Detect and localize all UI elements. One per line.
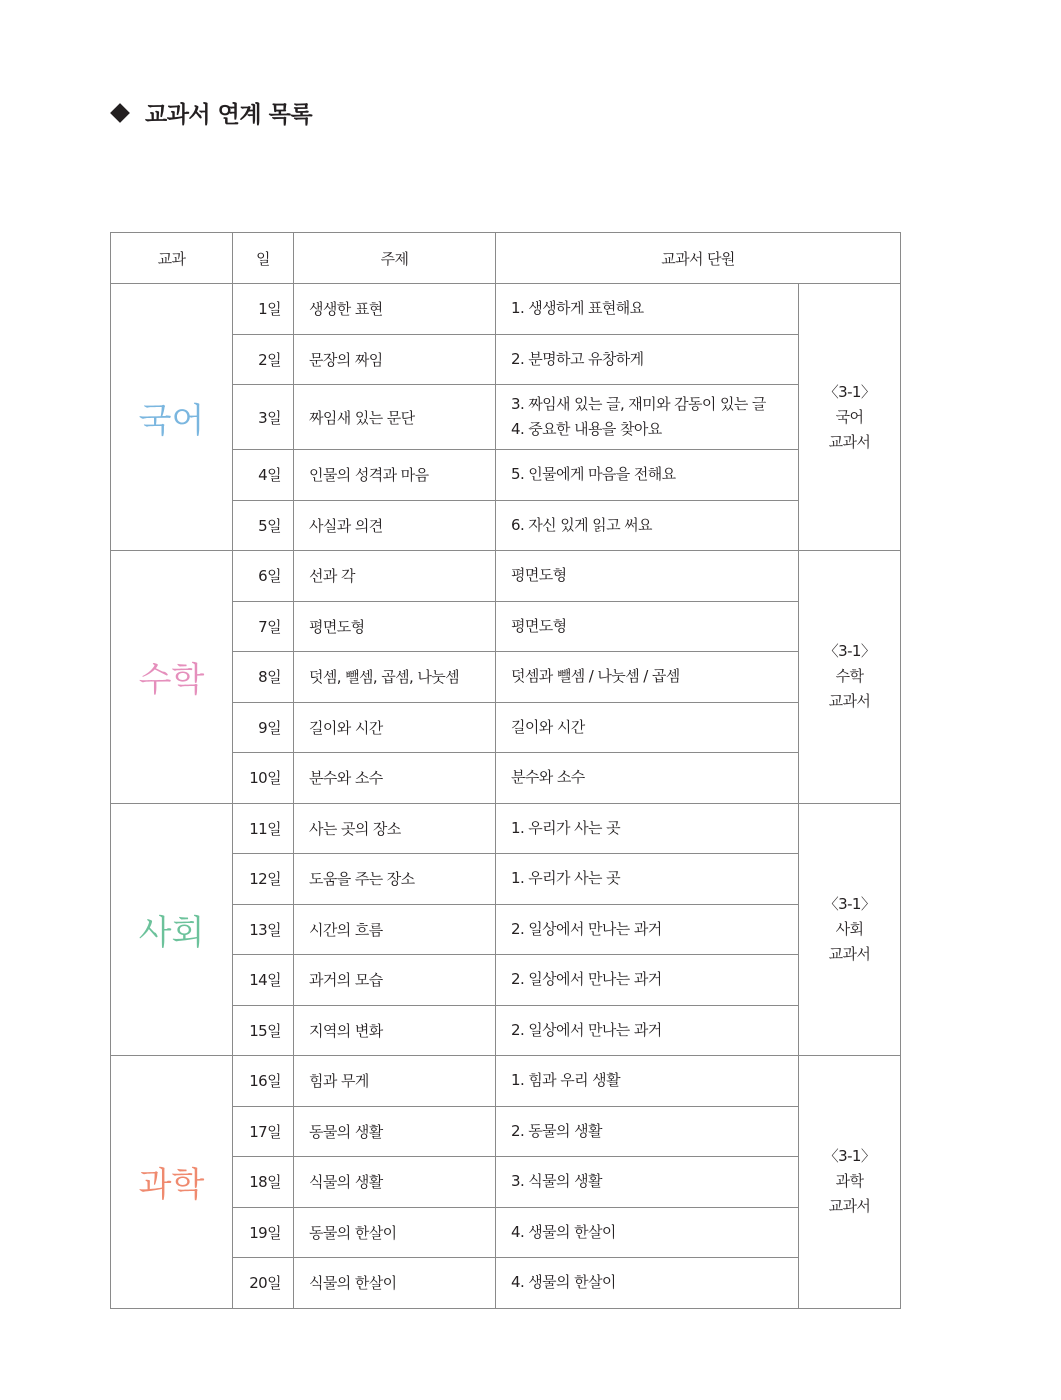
day-cell: 2일 — [233, 334, 294, 385]
unit-cell — [496, 1258, 799, 1309]
textbook-cell — [799, 1056, 901, 1309]
day-cell: 8일 — [233, 652, 294, 703]
unit-line: 4. 중요한 내용을 찾아요 — [511, 420, 662, 438]
textbook-label-line: 사회 — [835, 919, 864, 938]
topic-cell: 덧셈, 뺄셈, 곱셈, 나눗셈 — [294, 652, 496, 703]
day-cell: 19일 — [233, 1207, 294, 1258]
unit-line: 평면도형 — [511, 566, 567, 585]
subject-label: 사회 — [111, 803, 233, 1056]
topic-cell: 선과 각 — [294, 551, 496, 602]
unit-line: 2. 동물의 생활 — [511, 1121, 602, 1140]
unit-cell — [496, 753, 799, 804]
unit-line: 2. 분명하고 유창하게 — [511, 349, 644, 368]
textbook-label-line: 〈3-1〉 — [823, 642, 876, 661]
diamond-icon — [110, 103, 130, 123]
topic-cell: 동물의 한살이 — [294, 1207, 496, 1258]
day-cell: 20일 — [233, 1258, 294, 1309]
unit-line: 5. 인물에게 마음을 전해요 — [511, 465, 676, 484]
page-title: 교과서 연계 목록 — [145, 102, 313, 128]
topic-cell: 지역의 변화 — [294, 1005, 496, 1056]
header-topic: 주제 — [294, 233, 496, 284]
table-row — [111, 803, 901, 854]
day-cell: 9일 — [233, 702, 294, 753]
header-day: 일 — [233, 233, 294, 284]
unit-cell — [496, 284, 799, 335]
header-unit: 교과서 단원 — [496, 233, 901, 284]
textbook-label-line: 과학 — [835, 1172, 864, 1191]
textbook-label-line: 수학 — [835, 667, 864, 686]
unit-cell — [496, 652, 799, 703]
day-cell: 16일 — [233, 1056, 294, 1107]
unit-cell — [496, 500, 799, 551]
unit-line: 평면도형 — [511, 616, 567, 635]
day-cell: 4일 — [233, 450, 294, 501]
subject-label: 수학 — [111, 551, 233, 804]
textbook-label-line: 교과서 — [828, 944, 871, 963]
unit-line: 1. 우리가 사는 곳 — [511, 869, 620, 888]
unit-line: 1. 생생하게 표현해요 — [511, 299, 644, 318]
unit-cell — [496, 334, 799, 385]
textbook-link-table — [110, 232, 901, 1309]
day-cell: 12일 — [233, 854, 294, 905]
unit-line: 6. 자신 있게 읽고 써요 — [511, 515, 652, 534]
day-cell: 15일 — [233, 1005, 294, 1056]
unit-cell — [496, 1207, 799, 1258]
day-cell: 13일 — [233, 904, 294, 955]
textbook-label-line: 국어 — [835, 407, 864, 426]
day-cell: 11일 — [233, 803, 294, 854]
unit-cell — [496, 1056, 799, 1107]
unit-line: 4. 생물의 한살이 — [511, 1273, 616, 1292]
unit-line: 1. 힘과 우리 생활 — [511, 1071, 620, 1090]
day-cell: 6일 — [233, 551, 294, 602]
topic-cell: 길이와 시간 — [294, 702, 496, 753]
unit-line: 3. 식물의 생활 — [511, 1172, 602, 1191]
unit-line: 2. 일상에서 만나는 과거 — [511, 919, 662, 938]
unit-line: 덧셈과 뺄셈 / 나눗셈 / 곱셈 — [511, 667, 680, 686]
unit-cell — [496, 1005, 799, 1056]
subject-label: 과학 — [111, 1056, 233, 1309]
unit-cell — [496, 702, 799, 753]
topic-cell: 힘과 무게 — [294, 1056, 496, 1107]
textbook-label-line: 교과서 — [828, 432, 871, 451]
textbook-cell — [799, 551, 901, 804]
day-cell: 14일 — [233, 955, 294, 1006]
topic-cell: 짜임새 있는 문단 — [294, 385, 496, 450]
table-body — [111, 284, 901, 1309]
topic-cell: 사실과 의견 — [294, 500, 496, 551]
day-cell: 1일 — [233, 284, 294, 335]
day-cell: 5일 — [233, 500, 294, 551]
unit-line: 4. 생물의 한살이 — [511, 1222, 616, 1241]
table-row — [111, 1056, 901, 1107]
day-cell: 17일 — [233, 1106, 294, 1157]
textbook-label-line: 〈3-1〉 — [823, 1147, 876, 1166]
topic-cell: 도움을 주는 장소 — [294, 854, 496, 905]
table-header-row — [111, 233, 901, 284]
day-cell: 3일 — [233, 385, 294, 450]
header-subject: 교과 — [111, 233, 233, 284]
unit-line: 분수와 소수 — [511, 768, 585, 787]
topic-cell: 문장의 짜임 — [294, 334, 496, 385]
subject-label: 국어 — [111, 284, 233, 551]
textbook-label-line: 〈3-1〉 — [823, 382, 876, 401]
unit-line: 길이와 시간 — [511, 717, 585, 736]
unit-line: 3. 짜임새 있는 글, 재미와 감동이 있는 글 — [511, 395, 766, 413]
table-row — [111, 551, 901, 602]
topic-cell: 과거의 모습 — [294, 955, 496, 1006]
unit-cell — [496, 450, 799, 501]
textbook-label-line: 〈3-1〉 — [823, 894, 876, 913]
unit-cell — [496, 1157, 799, 1208]
unit-line: 1. 우리가 사는 곳 — [511, 818, 620, 837]
unit-line: 2. 일상에서 만나는 과거 — [511, 1020, 662, 1039]
textbook-label-line: 교과서 — [828, 1197, 871, 1216]
day-cell: 18일 — [233, 1157, 294, 1208]
topic-cell: 식물의 생활 — [294, 1157, 496, 1208]
page-heading — [110, 96, 312, 129]
day-cell: 10일 — [233, 753, 294, 804]
table-row — [111, 284, 901, 335]
topic-cell: 시간의 흐름 — [294, 904, 496, 955]
textbook-cell — [799, 284, 901, 551]
unit-cell — [496, 803, 799, 854]
topic-cell: 생생한 표현 — [294, 284, 496, 335]
topic-cell: 평면도형 — [294, 601, 496, 652]
topic-cell: 사는 곳의 장소 — [294, 803, 496, 854]
topic-cell: 분수와 소수 — [294, 753, 496, 804]
textbook-cell — [799, 803, 901, 1056]
textbook-label-line: 교과서 — [828, 692, 871, 711]
day-cell: 7일 — [233, 601, 294, 652]
unit-line: 2. 일상에서 만나는 과거 — [511, 970, 662, 989]
unit-cell — [496, 955, 799, 1006]
unit-cell — [496, 551, 799, 602]
topic-cell: 인물의 성격과 마음 — [294, 450, 496, 501]
topic-cell: 동물의 생활 — [294, 1106, 496, 1157]
unit-cell — [496, 1106, 799, 1157]
unit-cell — [496, 854, 799, 905]
topic-cell: 식물의 한살이 — [294, 1258, 496, 1309]
unit-cell — [496, 385, 799, 450]
unit-cell — [496, 904, 799, 955]
unit-cell — [496, 601, 799, 652]
